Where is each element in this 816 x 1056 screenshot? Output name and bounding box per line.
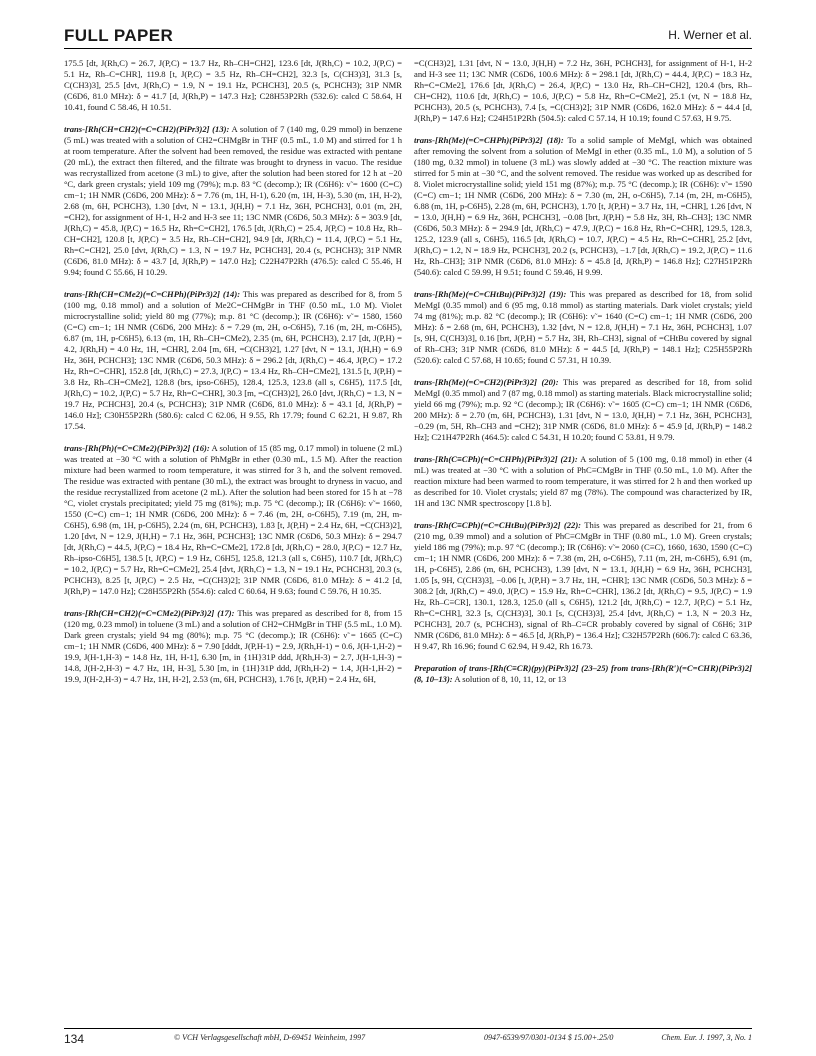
paragraph [414,135,752,278]
section-label: FULL PAPER [64,26,174,45]
compound-heading: trans-[Rh(Me)(=C=CHtBu)(PiPr3)2] (19): [414,289,567,299]
compound-heading: trans-[Rh(Ph)(=C=CMe2)(PiPr3)2] (16): [64,443,210,453]
compound-heading: trans-[Rh(CH=CH2)(=C=CMe2)(PiPr3)2] (17): [64,608,235,618]
compound-heading: trans-[Rh(C≡CPh)(=C=CHPh)(PiPr3)2] (21): [414,454,578,464]
running-authors: H. Werner et al. [668,28,752,42]
paragraph-text: This was prepared as described for 18, from solid MeMgI (0.35 mmol) and 7 (87 mg, 0.18 mmol) as starting materials. Black microcrystalline solid; yield 66 mg (79%); m.p. 92 °C (decomp.); IR (C6H6): ν̃ = 1605 (C=C) cm−1; 1H NMR (C6D6, 200 MHz): δ = 2.70 (m, 6H, PCHCH3), 1.31 [dvt, N = 13.0, J(H,H) = 7.1 Hz, 36H, PCHCH3], −0.29 (m, 5H, Rh–CH3 and =CH2); 31P NMR (C6D6, 81.0 MHz): δ = 45.9 [d, J(Rh,P) = 148.2 Hz]; C21H47P2Rh (464.5): calcd C 54.31, H 10.20; found C 53.81, H 9.79. [414,377,752,442]
paragraph-text: 175.5 [dt, J(Rh,C) = 26.7, J(P,C) = 13.7 Hz, Rh–CH=CH2], 123.6 [dt, J(Rh,C) = 10.2, J(P,C) = 5.1 Hz, Rh–C=CHR], 119.8 [t, J(P,C) = 3.5 Hz, Rh–CH=CH2], 32.3 [s, C(CH3)3], 31.3 [s, C(CH3)3], 25.5 [dvt, J(Rh,C) = 1.9, N = 19.1 Hz, PCHCH3], 20.5 (s, PCHCH3); 31P NMR (C6D6, 81.0 MHz): δ = 41.7 [d, J(Rh,P) = 147.3 Hz]; C28H53P2Rh (532.6): calcd C 58.64, H 10.41, found C 58.46, H 10.51. [64,58,402,112]
page-footer [64,1028,752,1047]
paragraph [64,443,402,597]
paragraph-text: A solution of 5 (100 mg, 0.18 mmol) in ether (4 mL) was treated at −30 °C with a solution of PhC≡CMgBr in THF (0.50 mL, 1.0 M). After the reaction mixture had been warmed to room temperature, it was stirred for 2 h and then worked up as described for 10. Violet crystals; yield 87 mg (78%). The compound was characterized by IR, 1H and 13C NMR spectroscopy [1.8 b]. [414,454,752,508]
right-column [414,58,752,1020]
paragraph [414,377,752,443]
compound-heading: trans-[Rh(Me)(=C=CHPh)(PiPr3)2] (18): [414,135,564,145]
paragraph [64,608,402,685]
paragraph-text: A solution of 7 (140 mg, 0.29 mmol) in benzene (5 mL) was treated with a solution of CH2=CHMgBr in THF (0.5 mL, 1.0 M) and stirred for 1 h at room temperature. After the solvent had been removed, the residue was extracted with pentane (20 mL), the extract then filtered, and the filtrate was brought to dryness in vacuo. The residue was recrystallized from acetone (3 mL) to give, after the solution had been stored for 12 h at −20 °C, dark green crystals; yield 109 mg (79%); m.p. 83 °C (decomp.); IR (C6H6): ν̃ = 1600 (C=C) cm−1; 1H NMR (C6D6, 200 MHz): δ = 7.76 (m, 1H, H-1), 6.20 (m, 1H, H-3), 5.30 (m, 1H, H-2), 2.68 (m, 6H, PCHCH3), 1.30 [dvt, N = 13.1, J(H,H) = 7.1 Hz, 36H, PCHCH3], 0.01 (m, 2H, =CH2), for assignment of H-1, H-2 and H-3 see 11; 13C NMR (C6D6, 50.3 MHz): δ = 303.9 [dt, J(Rh,C) = 45.8, J(P,C) = 16.5 Hz, Rh=C=CH2], 176.5 [dt, J(Rh,C) = 25.4, J(P,C) = 10.8 Hz, Rh–CH=CH2], 120.8 [t, J(P,C) = 3.5 Hz, Rh–CH=CH2], 94.9 [dt, J(Rh,C) = 11.4, J(P,C) = 5.1 Hz, Rh=C=CH2], 25.0 [dvt, J(Rh,C) = 1.3, N = 19.7 Hz, PCHCH3], 20.4 (s, PCHCH3); 31P NMR (C6D6, 81.0 MHz): δ = 43.7 [d, J(Rh,P) = 147.0 Hz]; C22H47P2Rh (476.5): calcd C 55.46, H 9.94; found C 55.66, H 10.29. [64,124,402,277]
journal-citation: Chem. Eur. J. 1997, 3, No. 1 [661,1033,752,1042]
paragraph [414,58,752,124]
paragraph-text: This was prepared as described for 21, from 6 (210 mg, 0.39 mmol) and a solution of PhC≡CMgBr in THF (0.80 mL, 1.0 M). Green crystals; yield 186 mg (79%); m.p. 97 °C (decomp.); IR (C6H6): ν̃ = 2060 (C≡C), 1660, 1630, 1590 (C=C) cm−1; 1H NMR (C6D6, 200 MHz): δ = 7.38 (m, 2H, o-C6H5), 7.11 (m, 2H, m-C6H5), 6.91 (m, 1H, p-C6H5), 2.86 (m, 6H, PCHCH3), 1.39 [dvt, N = 13.1, J(H,H) = 6.9 Hz, 36H, PCHCH3], 1.05 [s, 9H, C(CH3)3], −0.06 [t, J(P,H) = 3.7 Hz, 1H, =CHR]; 13C NMR (C6D6, 50.3 MHz): δ = 308.2 [dt, J(Rh,C) = 49.0, J(P,C) = 15.9 Hz, Rh=C=CHR], 136.2 [dt, J(Rh,C) = 9.5, J(P,C) = 1.9 Hz, Rh–C≡CR], 130.1, 128.3, 125.0 (all s, C6H5), 121.2 [dt, J(Rh,C) = 12.7, J(P,C) = 5.1 Hz, Rh=C=CHR], 32.3 [s, C(CH3)3], 30.1 [s, C(CH3)3], 25.4 [dvt, J(Rh,C) = 1.3, N = 20.3 Hz, PCHCH3], 20.7 (s, PCHCH3), signal of Rh–C≡CR probably covered by signal of C6H6; 31P NMR (C6D6, 81.0 MHz): δ = 46.5 [d, J(Rh,P) = 136.4 Hz]; C32H57P2Rh (606.7): calcd C 63.36, H 9.47, Rh 16.96; found C 62.94, H 9.42, Rh 16.73. [414,520,752,651]
paragraph-text: =C(CH3)2], 1.31 [dvt, N = 13.0, J(H,H) = 7.2 Hz, 36H, PCHCH3], for assignment of H-1, H-2 and H-3 see 11; 13C NMR (C6D6, 100.6 MHz): δ = 298.1 [dt, J(Rh,C) = 44.4, J(P,C) = 18.3 Hz, Rh=C=CMe2], 176.6 [dt, J(Rh,C) = 26.4, J(P,C) = 13.0 Hz, Rh–CH=CH2], 120.4 (brs, Rh–CH=CH2), 110.6 [dt, J(Rh,C) = 10.6, J(P,C) = 5.8 Hz, Rh=C=CMe2], 25.1 (vt, N = 18.8 Hz, PCHCH3), 20.5 (s, PCHCH3), 7.4 [s, =C(CH3)2]; 31P NMR (C6D6, 162.0 MHz): δ = 44.4 [d, J(Rh,P) = 147.6 Hz]; C24H51P2Rh (504.5): calcd C 57.14, H 10.19; found C 57.63, H 9.75. [414,58,752,123]
page-header [64,26,752,49]
paragraph-text: This was prepared as described for 8, from 15 (120 mg, 0.23 mmol) in toluene (3 mL) and a solution of CH2=CHMgBr in THF (5.5 mL, 1.0 M). Dark green crystals; yield 94 mg (80%); m.p. 75 °C (decomp.); IR (C6H6): ν̃ = 1665 (C=C) cm−1; 1H NMR (C6D6, 400 MHz): δ = 7.90 [dddt, J(P,H-1) = 2.9, J(Rh,H-1) = 0.6, J(H-1,H-2) = 19.9, J(H-1,H-3) = 14.8 Hz, 1H, H-1], 6.30 [m, in {1H}31P ddd, J(Rh,H-3) = 2.7, J(H-1,H-3) = 14.8, J(H-2,H-3) = 4.7 Hz, 1H, H-3], 5.30 [m, in {1H}31P ddd, J(Rh,H-2) = 1.4, J(H-1,H-2) = 19.9, J(H-2,H-3) = 4.7 Hz, 1H, H-2], 2.53 (m, 6H, PCHCH3), 1.76 [t, J(P,H) = 2.4 Hz, 6H, [64,608,402,684]
compound-heading: trans-[Rh(CH=CH2)(=C=CH2)(PiPr3)2] (13): [64,124,230,134]
left-column [64,58,402,1020]
paragraph [414,289,752,366]
paragraph [414,454,752,509]
compound-heading: trans-[Rh(Me)(=C=CH2)(PiPr3)2] (20): [414,377,559,387]
paragraph-text: This was prepared as described for 8, from 5 (100 mg, 0.18 mmol) and a solution of Me2C=CHMgBr in THF (0.50 mL, 1.0 M). Violet microcrystalline solid; yield 80 mg (77%); m.p. 81 °C (decomp.); IR (C6H6): ν̃ = 1580, 1560 (C=C) cm−1; 1H NMR (C6D6, 200 MHz): δ = 7.29 (m, 2H, o-C6H5), 7.16 (m, 2H, m-C6H5), 6.87 (m, 1H, p-C6H5), 6.13 (m, 1H, Rh–CH=CMe2), 2.35 (m, 6H, PCHCH3), 2.17 [dt, J(P,H) = 4.2, J(Rh,H) = 4.0 Hz, 1H, =CHR], 2.04 [m, 6H, =C(CH3)2], 1.27 [dvt, N = 13.1, J(H,H) = 6.9 Hz, 36H, PCHCH3]; 13C NMR (C6D6, 50.3 MHz): δ = 296.2 [dt, J(Rh,C) = 46.4, J(P,C) = 17.2 Hz, Rh=C=CHR], 152.8 [dt, J(Rh,C) = 27.3, J(P,C) = 13.4 Hz, Rh–CH=CMe2], 131.5 [t, J(P,H) = 3.8 Hz, Rh–CH=CMe2], 128.8 (brs, ipso-C6H5), 128.4, 125.3, 123.8 (all s, C6H5), 117.5 [dt, J(Rh,C) = 10.2, J(P,C) = 5.7 Hz, Rh=C=CHR], 30.3 [m, =C(CH3)2], 26.0 [dvt, J(Rh,C) = 1.3, N = 19.7 Hz, PCHCH3], 20.4 (s, PCHCH3); 31P NMR (C6D6, 81.0 MHz): δ = 43.1 [d, J(Rh,P) = 146.0 Hz]; C30H55P2Rh (580.6): calcd C 62.06, H 9.55, Rh 17.79; found C 62.21, H 9.87, Rh 17.54. [64,289,402,431]
compound-heading: trans-[Rh(CH=CMe2)(=C=CHPh)(PiPr3)2] (14): [64,289,241,299]
compound-heading: trans-[Rh(C≡CPh)(=C=CHtBu)(PiPr3)2] (22): [414,520,582,530]
paragraph [414,663,752,685]
paragraph [64,124,402,278]
issn-line: 0947-6539/97/0301-0134 $ 15.00+.25/0 [484,1033,614,1042]
paragraph [64,58,402,113]
paragraph-text: A solution of 8, 10, 11, 12, or 13 [452,674,567,684]
paragraph [414,520,752,652]
paragraph-text: A solution of 15 (85 mg, 0.17 mmol) in toluene (2 mL) was treated at −30 °C with a solution of PhMgBr in ether (0.30 mL, 1.5 M). After the reaction mixture had been warmed to room temperature, it was stirred for 3 h, and the solvent removed. The residue was extracted with pentane (30 mL), the extract was brought to dryness in vacuo, and the residue recrystallized from acetone (2 mL). After the solution had been stored for 15 h at −78 °C, violet crystals precipitated; yield 75 mg (81%); m.p. 75 °C (decomp.); IR (C6H6): ν̃ = 1660, 1550 (C=C) cm−1; 1H NMR (C6D6, 200 MHz): δ = 7.46 (m, 2H, o-C6H5), 7.19 (m, 2H, m-C6H5), 6.98 (m, 1H, p-C6H5), 2.24 (m, 6H, PCHCH3), 1.83 [t, J(P,H) = 2.4 Hz, 6H, =C(CH3)2], 1.20 [dvt, N = 12.9, J(H,H) = 7.1 Hz, 36H, PCHCH3]; 13C NMR (C6D6, 50.3 MHz): δ = 294.7 [dt, J(Rh,C) = 44.5, J(P,C) = 18.4 Hz, Rh=C=CMe2], 172.8 [dt, J(Rh,C) = 28.0, J(P,C) = 12.7 Hz, Rh–ipso-C6H5], 138.5 [t, J(P,C) = 1.9 Hz, C6H5], 125.8, 121.3 (all s, C6H5), 110.7 [dt, J(Rh,C) = 10.2, J(P,C) = 5.7 Hz, Rh=C=CMe2], 25.4 [dvt, J(Rh,C) = 1.3, N = 19.1 Hz, PCHCH3], 20.3 (s, PCHCH3), 8.25 [t, J(P,C) = 2.5 Hz, =C(CH3)2]; 31P NMR (C6D6, 81.0 MHz): δ = 41.2 [d, J(Rh,P) = 147.0 Hz]; C28H55P2Rh (554.6): calcd C 60.64, H 9.63; found C 59.76, H 10.35. [64,443,402,596]
page-number: 134 [64,1032,85,1046]
paragraph [64,289,402,432]
publisher-line: © VCH Verlagsgesellschaft mbH, D-69451 Weinheim, 1997 [174,1033,366,1042]
paragraph-text: To a solid sample of MeMgI, which was obtained after removing the solvent from a solution of MeMgI in ether (0.35 mL, 1.0 M), a solution of 5 (180 mg, 0.32 mmol) in toluene (3 mL) was slowly added at −30 °C. The reaction mixture was stirred for 5 min at −30 °C, and the solvent removed. The residue was worked up as described for 8. Violet microcrystalline solid; yield 151 mg (87%); m.p. 75 °C (decomp.); IR (C6H6): ν̃ = 1590 (C=C) cm−1; 1H NMR (C6D6, 200 MHz): δ = 7.30 (m, 2H, o-C6H5), 7.14 (m, 2H, m-C6H5), 6.88 (m, 1H, p-C6H5), 2.28 (m, 6H, PCHCH3), 1.70 [t, J(P,H) = 3.7 Hz, 1H, =CHR], 1.26 [dvt, N = 13.0, J(H,H) = 6.9 Hz, 36H, PCHCH3], −0.08 [brt, J(P,H) = 5.8 Hz, 3H, Rh–CH3]; 13C NMR (C6D6, 50.3 MHz): δ = 294.9 [dt, J(Rh,C) = 47.9, J(P,C) = 16.8 Hz, Rh=C=CHR], 129.5, 128.3, 125.2, 123.9 (all s, C6H5), 116.5 [dt, J(Rh,C) = 10.7, J(P,C) = 4.5 Hz, Rh=C=CHR], 25.2 [dvt, J(Rh,C) = 1.2, N = 18.9 Hz, PCHCH3], 20.2 (s, PCHCH3), −1.7 [dt, J(Rh,C) = 19.2, J(P,C) = 11.6 Hz, Rh–CH3]; 31P NMR (C6D6, 81.0 MHz): δ = 45.8 [d, J(Rh,P) = 146.8 Hz]; C27H51P2Rh (540.6): calcd C 59.99, H 9.51; found C 59.46, H 9.99. [414,135,752,277]
paragraph-text: This was prepared as described for 18, from solid MeMgI (0.35 mmol) and 6 (95 mg, 0.18 mmol) as starting materials. Dark violet crystals; yield 74 mg (81%); m.p. 82 °C (decomp.); IR (C6H6): ν̃ = 1640 (C=C) cm−1; 1H NMR (C6D6, 200 MHz): δ = 2.68 (m, 6H, PCHCH3), 1.32 [dvt, N = 12.8, J(H,H) = 7.1 Hz, 36H, PCHCH3], 1.07 [s, 9H, C(CH3)3], 0.16 [brt, J(P,H) = 5.7 Hz, 3H, Rh–CH3], signal of =CHtBu covered by signal of Rh–CH3; 31P NMR (C6D6, 81.0 MHz): δ = 44.5 [d, J(Rh,P) = 148.1 Hz]; C25H55P2Rh (520.6): calcd C 57.68, H 10.65; found C 57.31, H 10.39. [414,289,752,365]
compound-heading: Preparation of trans-[Rh(C≡CR)(py)(PiPr3)2] (23–25) from trans-[Rh(R′)(=C=CHR)(PiPr3)2] (8, 10–13): [414,663,752,684]
